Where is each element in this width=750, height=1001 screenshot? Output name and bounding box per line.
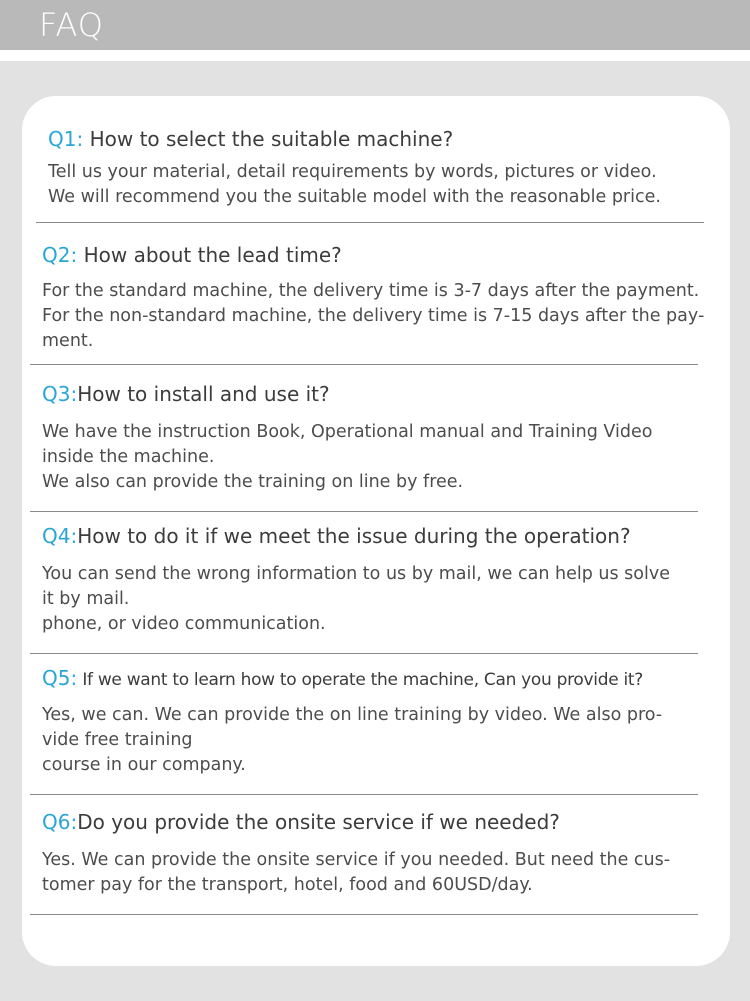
- answer-line: Tell us your material, detail requirements by words, pictures or video.: [48, 162, 657, 182]
- question-number: Q5:: [42, 666, 78, 690]
- answer-line: We also can provide the training on line by free.: [42, 472, 464, 492]
- answer-line: Yes, we can. We can provide the on line training by video. We also pro-: [42, 705, 663, 725]
- page-title: FAQ: [39, 6, 104, 44]
- question-text: How to install and use it?: [77, 382, 330, 406]
- answer-line: You can send the wrong information to us by mail, we can help us solve: [42, 564, 670, 584]
- question-number: Q2:: [42, 243, 78, 267]
- faq-answer-3: [42, 420, 652, 495]
- question-number: Q1:: [48, 127, 84, 151]
- question-text: How about the lead time?: [77, 243, 342, 267]
- question-text: Do you provide the onsite service if we needed?: [77, 810, 560, 834]
- faq-question-6: [42, 809, 560, 835]
- faq-answer-4: [42, 562, 670, 637]
- faq-question-2: [42, 242, 342, 268]
- divider: [30, 511, 698, 512]
- answer-line: ment.: [42, 331, 94, 351]
- answer-line: tomer pay for the transport, hotel, food and 60USD/day.: [42, 875, 533, 895]
- question-number: Q6:: [42, 810, 78, 834]
- answer-line: For the non-standard machine, the delivery time is 7-15 days after the pay-: [42, 306, 705, 326]
- header-bar: [0, 0, 750, 50]
- faq-question-3: [42, 381, 330, 407]
- answer-line: course in our company.: [42, 755, 246, 775]
- faq-answer-5: [42, 703, 662, 778]
- faq-answer-1: [48, 160, 661, 210]
- question-number: Q3:: [42, 382, 78, 406]
- answer-line: We will recommend you the suitable model with the reasonable price.: [48, 187, 661, 207]
- divider: [30, 914, 698, 915]
- divider: [36, 222, 704, 223]
- question-number: Q4:: [42, 524, 78, 548]
- answer-line: vide free training: [42, 730, 193, 750]
- faq-question-5: [42, 665, 643, 693]
- faq-answer-2: [42, 279, 704, 354]
- answer-line: For the standard machine, the delivery time is 3-7 days after the payment.: [42, 281, 700, 301]
- answer-line: it by mail.: [42, 589, 130, 609]
- answer-line: Yes. We can provide the onsite service if you needed. But need the cus-: [42, 850, 671, 870]
- faq-answer-6: [42, 848, 670, 898]
- answer-line: phone, or video communication.: [42, 614, 326, 634]
- question-text: If we want to learn how to operate the machine, Can you provide it?: [77, 670, 643, 690]
- question-text: How to select the suitable machine?: [83, 127, 454, 151]
- header-band: [0, 50, 750, 61]
- divider: [30, 653, 698, 654]
- answer-line: We have the instruction Book, Operational manual and Training Video: [42, 422, 653, 442]
- question-text: How to do it if we meet the issue during the operation?: [77, 524, 631, 548]
- divider: [30, 364, 698, 365]
- faq-question-1: [48, 126, 453, 152]
- faq-question-4: [42, 523, 631, 549]
- answer-line: inside the machine.: [42, 447, 215, 467]
- divider: [30, 794, 698, 795]
